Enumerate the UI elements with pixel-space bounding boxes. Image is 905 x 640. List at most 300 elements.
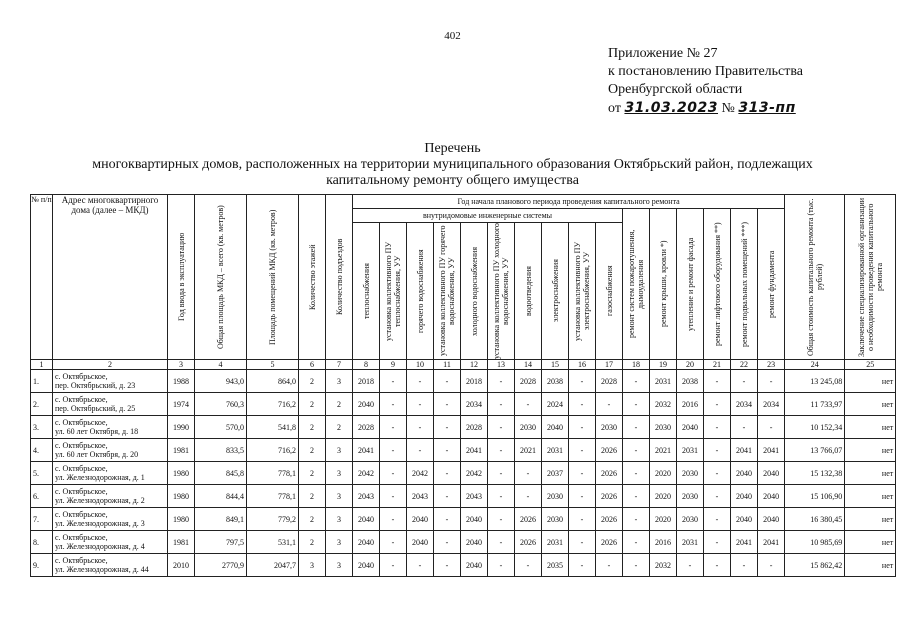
- row-cell: 2041: [758, 439, 785, 462]
- row-cell: 2028: [353, 416, 380, 439]
- row-cell: 2026: [596, 508, 623, 531]
- row-cell: 3: [326, 531, 353, 554]
- row-cell: 716,2: [247, 439, 299, 462]
- appendix-block: [608, 45, 803, 118]
- row-cell: 2: [326, 393, 353, 416]
- header-basement: ремонт подвальных помещений ***): [731, 209, 758, 360]
- row-cell: -: [488, 554, 515, 577]
- row-cell: 2041: [461, 439, 488, 462]
- row-cell: -: [380, 508, 407, 531]
- column-number: 12: [461, 360, 488, 370]
- row-cell: 2020: [650, 508, 677, 531]
- row-cost: 15 862,42: [785, 554, 845, 577]
- row-cost: 16 380,45: [785, 508, 845, 531]
- page-number: 402: [444, 30, 461, 42]
- address-line-1: с. Октябрьское,: [55, 487, 108, 496]
- column-number: 3: [168, 360, 195, 370]
- header-num: № п/п: [31, 195, 53, 360]
- row-cell: -: [758, 554, 785, 577]
- row-cell: 943,0: [195, 370, 247, 393]
- row-cell: 2042: [407, 462, 434, 485]
- row-address: [53, 416, 168, 439]
- header-foundation: ремонт фундамента: [758, 209, 785, 360]
- row-address: [53, 462, 168, 485]
- row-cell: -: [758, 416, 785, 439]
- row-cell: -: [623, 508, 650, 531]
- row-cell: -: [380, 416, 407, 439]
- row-cell: -: [515, 554, 542, 577]
- header-system-col: горячего водоснабжения: [407, 223, 434, 360]
- address-line-2: ул. 60 лет Октября, д. 18: [55, 427, 139, 436]
- row-cell: -: [407, 370, 434, 393]
- row-cell: -: [623, 531, 650, 554]
- row-cell: -: [623, 370, 650, 393]
- row-cell: -: [488, 393, 515, 416]
- row-number: 2.: [31, 393, 53, 416]
- buildings-table: [30, 194, 896, 577]
- row-cell: -: [569, 531, 596, 554]
- row-conclusion: нет: [845, 370, 896, 393]
- table-row: [31, 508, 896, 531]
- row-cell: 1981: [168, 439, 195, 462]
- row-cell: 716,2: [247, 393, 299, 416]
- table-row: [31, 462, 896, 485]
- row-cell: -: [380, 531, 407, 554]
- table-row: [31, 370, 896, 393]
- row-cell: 778,1: [247, 485, 299, 508]
- header-system-col: водоотведения: [515, 223, 542, 360]
- row-cell: -: [623, 462, 650, 485]
- column-number: 4: [195, 360, 247, 370]
- row-cell: -: [434, 485, 461, 508]
- row-cell: 2034: [731, 393, 758, 416]
- row-cell: -: [434, 554, 461, 577]
- column-number: 15: [542, 360, 569, 370]
- appendix-line-3: Оренбургской области: [608, 82, 743, 97]
- column-number: 21: [704, 360, 731, 370]
- row-conclusion: нет: [845, 485, 896, 508]
- document-title: [0, 141, 905, 189]
- address-line-2: ул. Железнодорожная, д. 44: [55, 565, 149, 574]
- row-cell: 2040: [731, 462, 758, 485]
- row-conclusion: нет: [845, 439, 896, 462]
- row-cell: 2021: [650, 439, 677, 462]
- appendix-date: 31.03.2023: [624, 100, 719, 116]
- title-line-3: капитальному ремонту общего имущества: [326, 173, 579, 188]
- column-number: 7: [326, 360, 353, 370]
- row-cell: 2026: [515, 531, 542, 554]
- row-cell: 2: [299, 393, 326, 416]
- row-cell: 531,1: [247, 531, 299, 554]
- row-cell: 2028: [596, 370, 623, 393]
- address-line-1: с. Октябрьское,: [55, 441, 108, 450]
- row-cell: 2018: [461, 370, 488, 393]
- row-cell: 2040: [731, 508, 758, 531]
- header-elevator: ремонт лифтового оборудования **): [704, 209, 731, 360]
- row-cell: 2042: [353, 462, 380, 485]
- row-cell: -: [434, 393, 461, 416]
- column-number: 9: [380, 360, 407, 370]
- row-cell: -: [677, 554, 704, 577]
- row-address: [53, 439, 168, 462]
- row-cell: 3: [326, 554, 353, 577]
- row-cell: -: [731, 416, 758, 439]
- row-cell: 2040: [677, 416, 704, 439]
- row-cell: 2040: [758, 485, 785, 508]
- row-cell: -: [380, 462, 407, 485]
- table-row: [31, 554, 896, 577]
- row-address: [53, 531, 168, 554]
- row-conclusion: нет: [845, 416, 896, 439]
- row-cell: 3: [326, 462, 353, 485]
- row-cell: -: [704, 508, 731, 531]
- address-line-2: ул. Железнодорожная, д. 2: [55, 496, 145, 505]
- header-fire: ремонт систем пожаротушения, дымоудаления: [623, 209, 650, 360]
- row-cell: 2030: [596, 416, 623, 439]
- row-cell: -: [380, 370, 407, 393]
- header-year: Год ввода в эксплуатацию: [168, 195, 195, 360]
- row-cell: 844,4: [195, 485, 247, 508]
- row-cell: -: [704, 485, 731, 508]
- row-cell: 2031: [650, 370, 677, 393]
- row-cell: 541,8: [247, 416, 299, 439]
- row-cell: 2026: [515, 508, 542, 531]
- header-system-col: холодного водоснабжения: [461, 223, 488, 360]
- row-cell: 2018: [353, 370, 380, 393]
- column-number: 14: [515, 360, 542, 370]
- column-number: 11: [434, 360, 461, 370]
- row-cell: 2026: [596, 485, 623, 508]
- header-entrances: Количество подъездов: [326, 195, 353, 360]
- row-cell: 2031: [542, 439, 569, 462]
- row-number: 4.: [31, 439, 53, 462]
- column-number: 18: [623, 360, 650, 370]
- row-cell: -: [380, 485, 407, 508]
- row-cell: 2040: [542, 416, 569, 439]
- appendix-no-label: №: [721, 101, 735, 116]
- row-cell: -: [380, 554, 407, 577]
- row-cell: 570,0: [195, 416, 247, 439]
- row-cell: 2032: [650, 393, 677, 416]
- row-cell: -: [380, 439, 407, 462]
- row-cell: -: [623, 393, 650, 416]
- header-roof: ремонт крыши, кровли *): [650, 209, 677, 360]
- row-cell: 2040: [353, 393, 380, 416]
- row-cell: -: [731, 554, 758, 577]
- row-cell: 2: [299, 508, 326, 531]
- address-line-1: с. Октябрьское,: [55, 418, 108, 427]
- row-cost: 13 766,07: [785, 439, 845, 462]
- row-cell: -: [569, 439, 596, 462]
- row-cell: 2020: [650, 485, 677, 508]
- row-conclusion: нет: [845, 554, 896, 577]
- row-cell: -: [434, 508, 461, 531]
- row-cell: 3: [326, 485, 353, 508]
- row-cell: 2038: [542, 370, 569, 393]
- column-number: 23: [758, 360, 785, 370]
- row-cell: 2016: [677, 393, 704, 416]
- row-cell: 778,1: [247, 462, 299, 485]
- row-cell: 1974: [168, 393, 195, 416]
- row-address: [53, 554, 168, 577]
- row-cell: 2043: [461, 485, 488, 508]
- row-cell: -: [488, 439, 515, 462]
- column-number: 17: [596, 360, 623, 370]
- row-cell: -: [515, 393, 542, 416]
- row-conclusion: нет: [845, 393, 896, 416]
- row-cell: 2041: [758, 531, 785, 554]
- row-cell: -: [569, 554, 596, 577]
- row-number: 5.: [31, 462, 53, 485]
- row-cell: 1980: [168, 508, 195, 531]
- row-cell: 2026: [596, 439, 623, 462]
- row-cell: 2030: [677, 485, 704, 508]
- row-cell: -: [407, 439, 434, 462]
- row-cell: 2028: [515, 370, 542, 393]
- row-number: 8.: [31, 531, 53, 554]
- header-address: Адрес многоквартирного дома (далее – МКД): [53, 195, 168, 360]
- row-cell: 2: [299, 531, 326, 554]
- appendix-doc-number: 313-пп: [738, 100, 796, 116]
- column-number: 16: [569, 360, 596, 370]
- row-cell: -: [407, 416, 434, 439]
- table-body: [31, 370, 896, 577]
- row-cell: 1988: [168, 370, 195, 393]
- row-cell: 2: [299, 370, 326, 393]
- column-number-row: [31, 360, 896, 370]
- row-cell: -: [623, 439, 650, 462]
- column-number: 8: [353, 360, 380, 370]
- row-cell: -: [488, 508, 515, 531]
- row-cell: 2032: [650, 554, 677, 577]
- row-cell: -: [623, 485, 650, 508]
- row-cell: 2034: [461, 393, 488, 416]
- row-cell: -: [704, 370, 731, 393]
- row-cell: 2040: [461, 508, 488, 531]
- row-address: [53, 370, 168, 393]
- row-conclusion: нет: [845, 462, 896, 485]
- row-cell: 2026: [596, 462, 623, 485]
- row-cell: -: [488, 531, 515, 554]
- row-cell: 2026: [596, 531, 623, 554]
- column-number: 25: [845, 360, 896, 370]
- row-cell: -: [569, 370, 596, 393]
- address-line-1: с. Октябрьское,: [55, 510, 108, 519]
- row-cell: -: [569, 393, 596, 416]
- row-cell: 2030: [677, 462, 704, 485]
- title-line-2: многоквартирных домов, расположенных на территории муниципального образования Октябрьский район, подлежащих: [92, 157, 813, 172]
- row-cell: 2030: [542, 508, 569, 531]
- address-line-2: ул. Железнодорожная, д. 1: [55, 473, 145, 482]
- row-cell: -: [704, 462, 731, 485]
- table-header: [31, 195, 896, 370]
- header-system-col: газоснабжения: [596, 223, 623, 360]
- row-cell: 1981: [168, 531, 195, 554]
- column-number: 22: [731, 360, 758, 370]
- row-number: 9.: [31, 554, 53, 577]
- address-line-1: с. Октябрьское,: [55, 464, 108, 473]
- column-number: 10: [407, 360, 434, 370]
- row-cell: 2030: [650, 416, 677, 439]
- address-line-2: ул. 60 лет Октября, д. 20: [55, 450, 139, 459]
- header-conclusion: Заключение специализированной организации о необходимости проведения капитального ремонта: [845, 195, 896, 360]
- table-row: [31, 439, 896, 462]
- header-cost: Общая стоимость капитального ремонта (тыс. рублей): [785, 195, 845, 360]
- appendix-line-2: к постановлению Правительства: [608, 64, 804, 79]
- row-cell: 2041: [731, 439, 758, 462]
- row-number: 1.: [31, 370, 53, 393]
- row-cell: -: [704, 554, 731, 577]
- row-cell: 2040: [461, 531, 488, 554]
- address-line-2: пер. Октябрьский, д. 25: [55, 404, 136, 413]
- row-cell: -: [569, 416, 596, 439]
- header-facade: утепление и ремонт фасада: [677, 209, 704, 360]
- row-number: 7.: [31, 508, 53, 531]
- row-cell: 2030: [677, 508, 704, 531]
- address-line-2: ул. Железнодорожная, д. 3: [55, 519, 145, 528]
- row-number: 6.: [31, 485, 53, 508]
- row-cell: -: [407, 393, 434, 416]
- row-cell: 2: [299, 485, 326, 508]
- row-cell: 2040: [731, 485, 758, 508]
- row-cell: 779,2: [247, 508, 299, 531]
- row-cell: 1980: [168, 462, 195, 485]
- column-number: 13: [488, 360, 515, 370]
- row-cell: 2040: [758, 508, 785, 531]
- row-cell: 2016: [650, 531, 677, 554]
- row-address: [53, 508, 168, 531]
- row-cost: 10 152,34: [785, 416, 845, 439]
- column-number: 19: [650, 360, 677, 370]
- row-cell: 2037: [542, 462, 569, 485]
- row-cell: -: [488, 370, 515, 393]
- header-total-area: Общая площадь МКД – всего (кв. метров): [195, 195, 247, 360]
- row-cost: 10 985,69: [785, 531, 845, 554]
- row-cell: 2: [299, 462, 326, 485]
- row-cell: -: [515, 462, 542, 485]
- row-cell: -: [704, 416, 731, 439]
- row-cell: 2024: [542, 393, 569, 416]
- address-line-1: с. Октябрьское,: [55, 395, 108, 404]
- row-cell: -: [515, 485, 542, 508]
- row-cell: 2040: [461, 554, 488, 577]
- row-cell: -: [434, 370, 461, 393]
- address-line-1: с. Октябрьское,: [55, 533, 108, 542]
- row-cell: 2041: [731, 531, 758, 554]
- header-systems: внутридомовые инженерные системы: [353, 209, 623, 223]
- header-system-col: теплоснабжения: [353, 223, 380, 360]
- row-cell: 2040: [353, 508, 380, 531]
- address-line-2: пер. Октябрьский, д. 23: [55, 381, 136, 390]
- row-cell: 2038: [677, 370, 704, 393]
- row-cell: -: [488, 416, 515, 439]
- row-cell: 2042: [461, 462, 488, 485]
- row-conclusion: нет: [845, 531, 896, 554]
- header-system-col: установка коллективного ПУ горячего водоснабжения, УУ: [434, 223, 461, 360]
- row-cell: 3: [299, 554, 326, 577]
- column-number: 20: [677, 360, 704, 370]
- row-cell: 2031: [677, 439, 704, 462]
- column-number: 2: [53, 360, 168, 370]
- appendix-from-label: от: [608, 101, 621, 116]
- row-cell: 2043: [353, 485, 380, 508]
- row-cell: -: [407, 554, 434, 577]
- table-row: [31, 416, 896, 439]
- address-line-1: с. Октябрьское,: [55, 372, 108, 381]
- row-cell: 2028: [461, 416, 488, 439]
- row-cell: 833,5: [195, 439, 247, 462]
- row-cell: -: [434, 462, 461, 485]
- row-cell: 2021: [515, 439, 542, 462]
- row-cell: 797,5: [195, 531, 247, 554]
- column-number: 24: [785, 360, 845, 370]
- row-cell: -: [623, 554, 650, 577]
- row-cell: 2: [299, 416, 326, 439]
- row-cell: 849,1: [195, 508, 247, 531]
- row-cost: 11 733,97: [785, 393, 845, 416]
- row-conclusion: нет: [845, 508, 896, 531]
- row-cell: -: [434, 531, 461, 554]
- appendix-line-1: Приложение № 27: [608, 46, 718, 61]
- row-cell: 2031: [677, 531, 704, 554]
- row-cell: -: [488, 462, 515, 485]
- row-cell: 2040: [758, 462, 785, 485]
- row-cell: 2034: [758, 393, 785, 416]
- row-cell: -: [731, 370, 758, 393]
- table-row: [31, 485, 896, 508]
- row-cell: 3: [326, 439, 353, 462]
- row-cell: -: [569, 508, 596, 531]
- row-cell: 2040: [353, 531, 380, 554]
- row-cell: 864,0: [247, 370, 299, 393]
- row-cell: 1980: [168, 485, 195, 508]
- header-system-col: установка коллективного ПУ электроснабжения, УУ: [569, 223, 596, 360]
- row-cell: -: [758, 370, 785, 393]
- column-number: 6: [299, 360, 326, 370]
- row-cell: 3: [326, 508, 353, 531]
- row-cell: -: [623, 416, 650, 439]
- address-line-2: ул. Железнодорожная, д. 4: [55, 542, 145, 551]
- row-cell: -: [569, 462, 596, 485]
- row-cell: 2040: [353, 554, 380, 577]
- row-cell: 2040: [407, 531, 434, 554]
- row-cell: 2030: [542, 485, 569, 508]
- row-cell: -: [704, 439, 731, 462]
- header-floors: Количество этажей: [299, 195, 326, 360]
- header-system-col: установка коллективного ПУ холодного водоснабжения, УУ: [488, 223, 515, 360]
- row-cost: 13 245,08: [785, 370, 845, 393]
- address-line-1: с. Октябрьское,: [55, 556, 108, 565]
- row-cell: 760,3: [195, 393, 247, 416]
- row-cell: 2040: [407, 508, 434, 531]
- row-cell: 2020: [650, 462, 677, 485]
- row-cell: 1990: [168, 416, 195, 439]
- title-line-1: Перечень: [424, 141, 481, 156]
- row-cell: -: [434, 416, 461, 439]
- row-address: [53, 393, 168, 416]
- row-cell: -: [569, 485, 596, 508]
- row-cell: 2047,7: [247, 554, 299, 577]
- row-cell: 2031: [542, 531, 569, 554]
- header-period: Год начала планового периода проведения капитального ремонта: [353, 195, 785, 209]
- row-cost: 15 106,90: [785, 485, 845, 508]
- row-address: [53, 485, 168, 508]
- header-system-col: установка коллективного ПУ теплоснабжения, УУ: [380, 223, 407, 360]
- row-cell: 2770,9: [195, 554, 247, 577]
- row-number: 3.: [31, 416, 53, 439]
- column-number: 1: [31, 360, 53, 370]
- row-cell: -: [380, 393, 407, 416]
